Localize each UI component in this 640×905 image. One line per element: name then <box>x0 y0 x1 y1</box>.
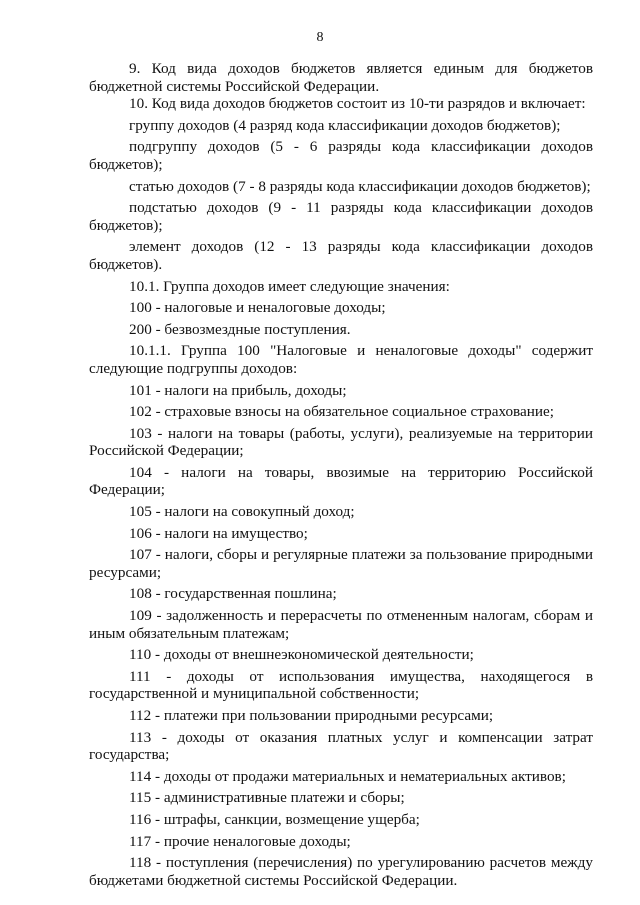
paragraph: 114 - доходы от продажи материальных и нематериальных активов; <box>129 767 566 785</box>
paragraph: 9. Код вида доходов бюджетов является единым для бюджетов бюджетной системы Российской Федерации. <box>89 60 593 95</box>
paragraph: 105 - налоги на совокупный доход; <box>129 503 355 521</box>
paragraph: 115 - административные платежи и сборы; <box>129 789 405 807</box>
paragraph: 100 - налоговые и неналоговые доходы; <box>129 299 386 317</box>
paragraph: 116 - штрафы, санкции, возмещение ущерба; <box>129 810 420 828</box>
paragraph: 109 - задолженность и перерасчеты по отмененным налогам, сборам и иным обязательным платежам; <box>89 607 593 642</box>
paragraph: 110 - доходы от внешнеэкономической деятельности; <box>129 646 474 664</box>
paragraph: 111 - доходы от использования имущества, находящегося в государственной и муниципальной собственности; <box>89 667 593 703</box>
paragraph: 117 - прочие неналоговые доходы; <box>129 832 351 850</box>
paragraph: 10.1.1. Группа 100 "Налоговые и неналоговые доходы" содержит следующие подгруппы доходов: <box>89 342 593 377</box>
paragraph: 108 - государственная пошлина; <box>129 585 337 603</box>
paragraph: элемент доходов (12 - 13 разряды кода классификации доходов бюджетов). <box>89 238 593 273</box>
paragraph: 101 - налоги на прибыль, доходы; <box>129 381 347 399</box>
paragraph: подгруппу доходов (5 - 6 разряды кода классификации доходов бюджетов); <box>89 138 593 173</box>
paragraph: 200 - безвозмездные поступления. <box>129 320 351 338</box>
document-body <box>89 60 593 889</box>
paragraph: 103 - налоги на товары (работы, услуги), реализуемые на территории Российской Федерации; <box>89 424 593 460</box>
paragraph: 10.1. Группа доходов имеет следующие значения: <box>129 277 450 295</box>
page-number: 8 <box>316 30 324 45</box>
paragraph: группу доходов (4 разряд кода классификации доходов бюджетов); <box>129 116 561 134</box>
paragraph: 113 - доходы от оказания платных услуг и компенсации затрат государства; <box>89 728 593 764</box>
paragraph: 118 - поступления (перечисления) по урегулированию расчетов между бюджетами бюджетной системы Российской Федерации. <box>89 854 593 889</box>
paragraph: 106 - налоги на имущество; <box>129 524 308 542</box>
paragraph: 107 - налоги, сборы и регулярные платежи за пользование природными ресурсами; <box>89 546 593 581</box>
paragraph: 104 - налоги на товары, ввозимые на территорию Российской Федерации; <box>89 463 593 499</box>
paragraph: 10. Код вида доходов бюджетов состоит из 10-ти разрядов и включает: <box>129 95 586 113</box>
paragraph: подстатью доходов (9 - 11 разряды кода классификации доходов бюджетов); <box>89 199 593 234</box>
paragraph: 112 - платежи при пользовании природными ресурсами; <box>129 707 494 724</box>
paragraph: 102 - страховые взносы на обязательное социальное страхование; <box>129 403 554 421</box>
paragraph: статью доходов (7 - 8 разряды кода классификации доходов бюджетов); <box>129 177 591 195</box>
